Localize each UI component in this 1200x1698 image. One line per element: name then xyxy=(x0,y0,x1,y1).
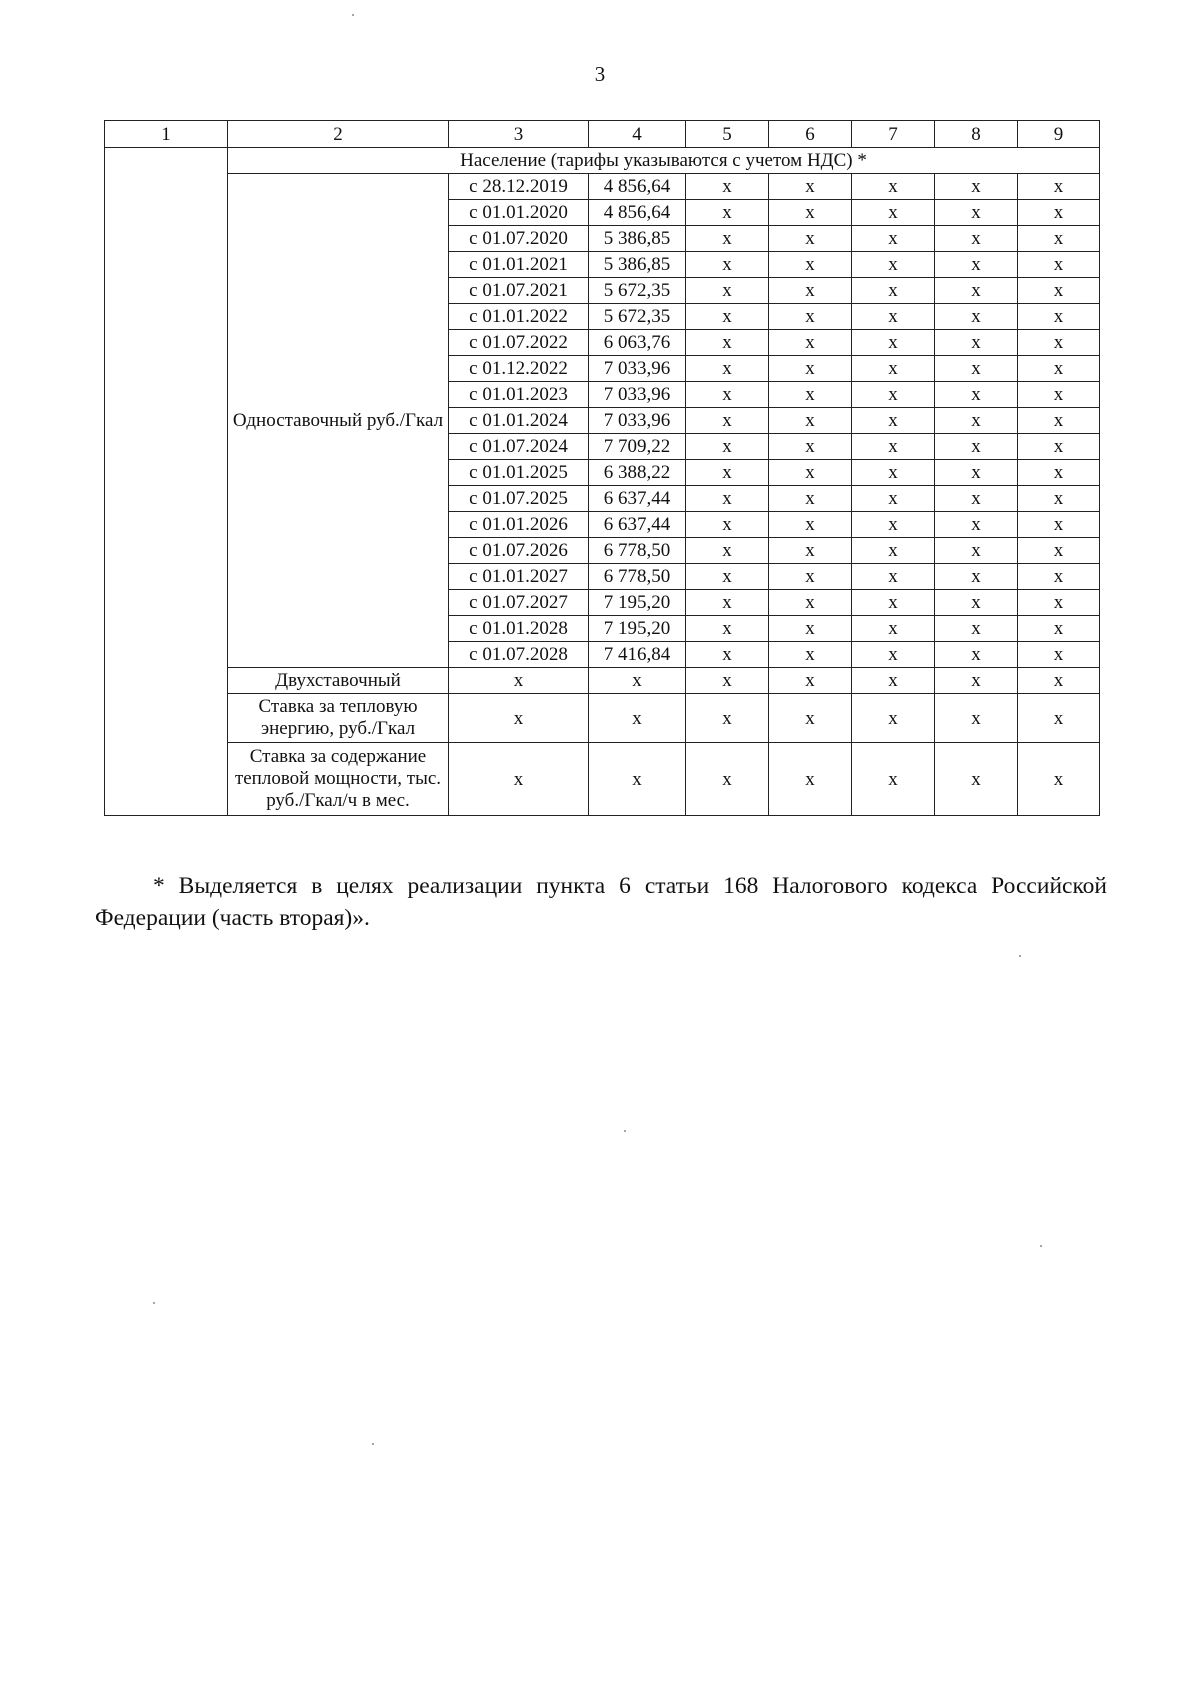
empty-mark: x xyxy=(935,408,1018,434)
tariff-value: 6 063,76 xyxy=(589,330,686,356)
effective-date: с 01.01.2026 xyxy=(449,512,589,538)
empty-mark: x xyxy=(769,382,852,408)
effective-date: с 01.12.2022 xyxy=(449,356,589,382)
empty-mark: x xyxy=(769,616,852,642)
empty-mark: x xyxy=(935,434,1018,460)
empty-mark: x xyxy=(769,356,852,382)
tariff-row xyxy=(105,743,1100,816)
one-rate-label: Одноставочный руб./Гкал xyxy=(228,174,449,668)
empty-mark: x xyxy=(769,278,852,304)
empty-mark: x xyxy=(935,382,1018,408)
tariff-value: 7 033,96 xyxy=(589,408,686,434)
empty-mark: x xyxy=(769,252,852,278)
empty-mark: x xyxy=(852,616,935,642)
tariff-value: 5 672,35 xyxy=(589,304,686,330)
empty-mark: x xyxy=(449,694,589,743)
empty-mark: x xyxy=(1018,486,1100,512)
empty-mark: x xyxy=(769,590,852,616)
empty-mark: x xyxy=(686,356,769,382)
empty-mark: x xyxy=(1018,252,1100,278)
empty-mark: x xyxy=(1018,694,1100,743)
effective-date: с 01.07.2021 xyxy=(449,278,589,304)
tariff-value: 7 033,96 xyxy=(589,382,686,408)
empty-mark: x xyxy=(769,512,852,538)
empty-mark: x xyxy=(935,668,1018,694)
column-header: 6 xyxy=(769,121,852,148)
empty-mark: x xyxy=(935,226,1018,252)
effective-date: с 01.01.2023 xyxy=(449,382,589,408)
empty-mark: x xyxy=(935,743,1018,816)
tariff-value: 7 195,20 xyxy=(589,590,686,616)
empty-mark: x xyxy=(852,460,935,486)
empty-mark: x xyxy=(1018,538,1100,564)
effective-date: с 01.01.2024 xyxy=(449,408,589,434)
empty-mark: x xyxy=(935,278,1018,304)
column-header: 8 xyxy=(935,121,1018,148)
tariff-table xyxy=(104,120,1100,816)
empty-mark: x xyxy=(1018,642,1100,668)
empty-mark: x xyxy=(686,408,769,434)
empty-mark: x xyxy=(769,226,852,252)
empty-mark: x xyxy=(686,743,769,816)
empty-mark: x xyxy=(1018,434,1100,460)
tariff-value: 6 637,44 xyxy=(589,512,686,538)
empty-mark: x xyxy=(852,743,935,816)
empty-mark: x xyxy=(769,564,852,590)
effective-date: с 01.01.2022 xyxy=(449,304,589,330)
tariff-value: 7 709,22 xyxy=(589,434,686,460)
tariff-value: 6 778,50 xyxy=(589,564,686,590)
empty-mark: x xyxy=(769,460,852,486)
empty-mark: x xyxy=(769,694,852,743)
empty-mark: x xyxy=(852,174,935,200)
empty-mark: x xyxy=(852,252,935,278)
empty-mark: x xyxy=(852,512,935,538)
empty-mark: x xyxy=(852,434,935,460)
empty-mark: x xyxy=(769,304,852,330)
empty-mark: x xyxy=(769,174,852,200)
empty-mark: x xyxy=(686,486,769,512)
empty-mark: x xyxy=(935,304,1018,330)
effective-date: с 01.07.2028 xyxy=(449,642,589,668)
empty-mark: x xyxy=(769,434,852,460)
two-rate-label: Двухставочный xyxy=(228,668,449,694)
empty-mark: x xyxy=(769,538,852,564)
empty-mark: x xyxy=(1018,668,1100,694)
tariff-value: 7 416,84 xyxy=(589,642,686,668)
empty-mark: x xyxy=(686,564,769,590)
empty-mark: x xyxy=(1018,460,1100,486)
empty-mark: x xyxy=(1018,590,1100,616)
empty-mark: x xyxy=(935,590,1018,616)
empty-mark: x xyxy=(935,538,1018,564)
empty-mark: x xyxy=(935,356,1018,382)
empty-mark: x xyxy=(1018,408,1100,434)
empty-mark: x xyxy=(935,460,1018,486)
effective-date: с 01.07.2026 xyxy=(449,538,589,564)
capacity-rate-label: Ставка за содержание тепловой мощности, тыс. руб./Гкал/ч в мес. xyxy=(228,743,449,816)
empty-mark: x xyxy=(1018,330,1100,356)
empty-mark: x xyxy=(769,330,852,356)
column-number-row xyxy=(105,121,1100,148)
empty-mark: x xyxy=(935,512,1018,538)
empty-mark: x xyxy=(449,668,589,694)
empty-mark: x xyxy=(1018,200,1100,226)
empty-mark: x xyxy=(686,200,769,226)
empty-mark: x xyxy=(852,200,935,226)
tariff-value: 6 778,50 xyxy=(589,538,686,564)
empty-mark: x xyxy=(852,226,935,252)
empty-mark: x xyxy=(852,278,935,304)
empty-mark: x xyxy=(769,743,852,816)
empty-mark: x xyxy=(686,304,769,330)
empty-mark: x xyxy=(686,174,769,200)
empty-mark: x xyxy=(852,356,935,382)
empty-mark: x xyxy=(686,590,769,616)
effective-date: с 28.12.2019 xyxy=(449,174,589,200)
organization-cell xyxy=(105,148,228,816)
effective-date: с 01.07.2022 xyxy=(449,330,589,356)
empty-mark: x xyxy=(686,226,769,252)
empty-mark: x xyxy=(935,252,1018,278)
effective-date: с 01.01.2027 xyxy=(449,564,589,590)
column-header: 3 xyxy=(449,121,589,148)
tariff-value: 5 386,85 xyxy=(589,252,686,278)
empty-mark: x xyxy=(769,642,852,668)
effective-date: с 01.01.2020 xyxy=(449,200,589,226)
empty-mark: x xyxy=(686,668,769,694)
effective-date: с 01.01.2021 xyxy=(449,252,589,278)
empty-mark: x xyxy=(449,743,589,816)
empty-mark: x xyxy=(589,668,686,694)
empty-mark: x xyxy=(935,694,1018,743)
empty-mark: x xyxy=(935,642,1018,668)
column-header: 9 xyxy=(1018,121,1100,148)
empty-mark: x xyxy=(589,694,686,743)
column-header: 5 xyxy=(686,121,769,148)
empty-mark: x xyxy=(935,174,1018,200)
empty-mark: x xyxy=(1018,278,1100,304)
tariff-value: 6 637,44 xyxy=(589,486,686,512)
effective-date: с 01.07.2024 xyxy=(449,434,589,460)
tariff-value: 5 386,85 xyxy=(589,226,686,252)
tariff-value: 4 856,64 xyxy=(589,200,686,226)
empty-mark: x xyxy=(1018,743,1100,816)
empty-mark: x xyxy=(852,538,935,564)
empty-mark: x xyxy=(686,694,769,743)
empty-mark: x xyxy=(852,668,935,694)
effective-date: с 01.01.2028 xyxy=(449,616,589,642)
empty-mark: x xyxy=(852,304,935,330)
empty-mark: x xyxy=(852,382,935,408)
empty-mark: x xyxy=(935,200,1018,226)
empty-mark: x xyxy=(686,330,769,356)
effective-date: с 01.07.2027 xyxy=(449,590,589,616)
empty-mark: x xyxy=(852,642,935,668)
empty-mark: x xyxy=(589,743,686,816)
empty-mark: x xyxy=(686,252,769,278)
empty-mark: x xyxy=(686,616,769,642)
empty-mark: x xyxy=(686,512,769,538)
empty-mark: x xyxy=(686,278,769,304)
column-header: 7 xyxy=(852,121,935,148)
column-header: 4 xyxy=(589,121,686,148)
effective-date: с 01.07.2020 xyxy=(449,226,589,252)
tariff-row xyxy=(105,668,1100,694)
page-number: 3 xyxy=(594,62,606,86)
empty-mark: x xyxy=(935,616,1018,642)
footnote: * Выделяется в целях реализации пункта 6 статьи 168 Налогового кодекса Российской Федерации (часть вторая)». xyxy=(95,873,1107,931)
empty-mark: x xyxy=(935,330,1018,356)
empty-mark: x xyxy=(769,200,852,226)
empty-mark: x xyxy=(686,460,769,486)
column-header: 1 xyxy=(105,121,228,148)
section-title: Население (тарифы указываются с учетом НДС) * xyxy=(228,148,1100,174)
empty-mark: x xyxy=(852,694,935,743)
tariff-row xyxy=(105,174,1100,200)
section-title-row xyxy=(105,148,1100,174)
column-header: 2 xyxy=(228,121,449,148)
empty-mark: x xyxy=(686,434,769,460)
empty-mark: x xyxy=(769,486,852,512)
heat-energy-rate-label: Ставка за тепловую энергию, руб./Гкал xyxy=(228,694,449,743)
empty-mark: x xyxy=(852,330,935,356)
empty-mark: x xyxy=(1018,564,1100,590)
empty-mark: x xyxy=(852,408,935,434)
empty-mark: x xyxy=(852,590,935,616)
empty-mark: x xyxy=(852,564,935,590)
effective-date: с 01.07.2025 xyxy=(449,486,589,512)
tariff-value: 4 856,64 xyxy=(589,174,686,200)
empty-mark: x xyxy=(1018,226,1100,252)
empty-mark: x xyxy=(686,382,769,408)
empty-mark: x xyxy=(935,564,1018,590)
empty-mark: x xyxy=(1018,174,1100,200)
empty-mark: x xyxy=(1018,304,1100,330)
empty-mark: x xyxy=(769,668,852,694)
empty-mark: x xyxy=(1018,512,1100,538)
empty-mark: x xyxy=(686,538,769,564)
tariff-row xyxy=(105,694,1100,743)
tariff-value: 5 672,35 xyxy=(589,278,686,304)
empty-mark: x xyxy=(1018,382,1100,408)
empty-mark: x xyxy=(1018,616,1100,642)
tariff-value: 7 195,20 xyxy=(589,616,686,642)
empty-mark: x xyxy=(852,486,935,512)
tariff-value: 7 033,96 xyxy=(589,356,686,382)
empty-mark: x xyxy=(935,486,1018,512)
effective-date: с 01.01.2025 xyxy=(449,460,589,486)
empty-mark: x xyxy=(1018,356,1100,382)
tariff-value: 6 388,22 xyxy=(589,460,686,486)
empty-mark: x xyxy=(686,642,769,668)
empty-mark: x xyxy=(769,408,852,434)
